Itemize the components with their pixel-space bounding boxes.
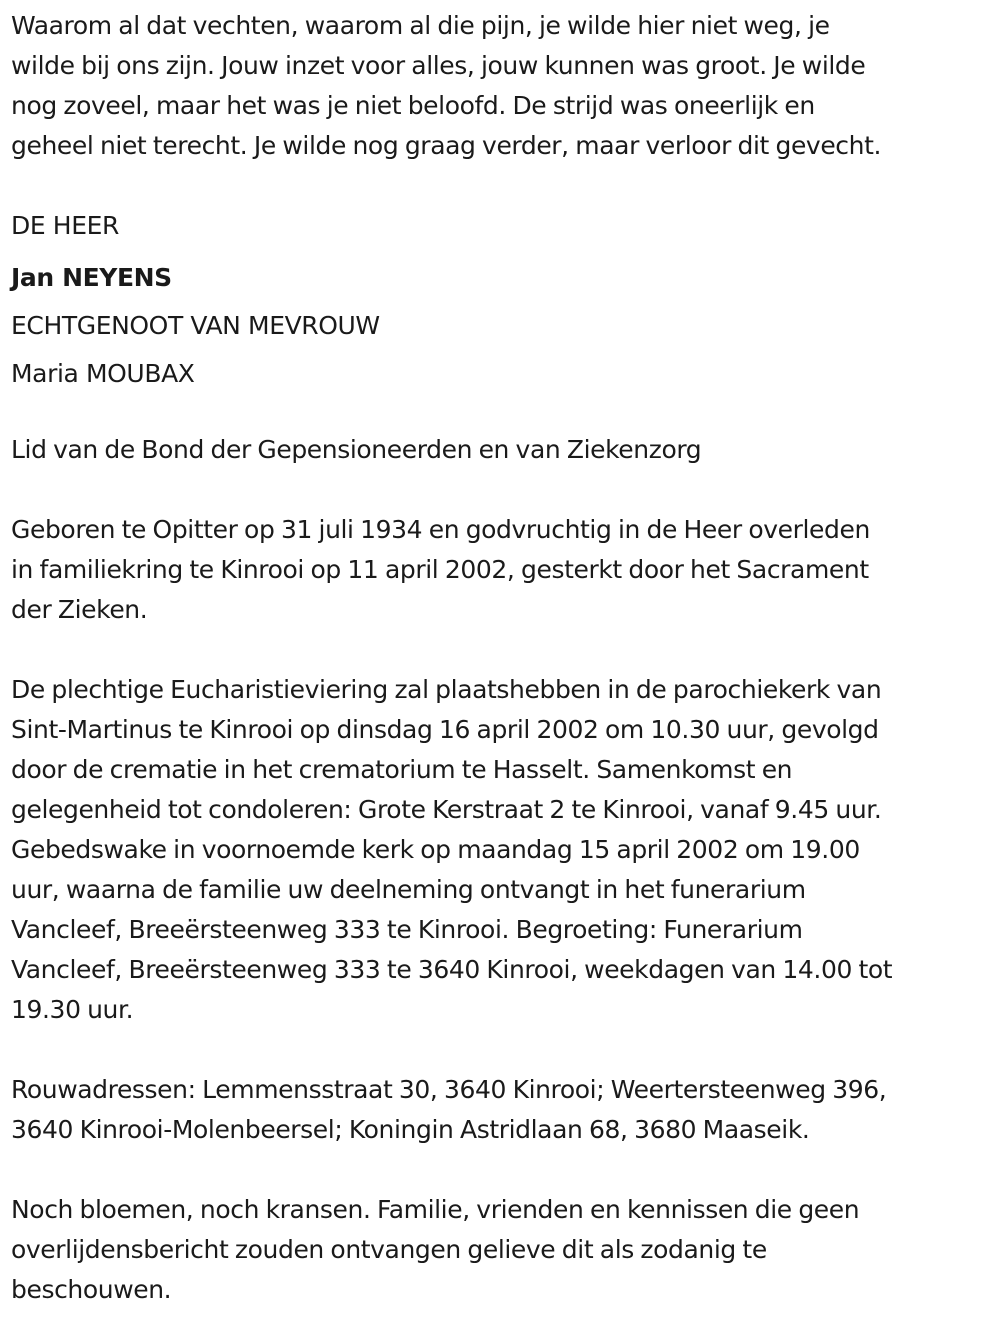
spacer [11, 1150, 991, 1190]
deceased-block [11, 206, 991, 398]
spacer [11, 470, 991, 510]
deceased-title: DE HEER [11, 211, 119, 240]
deceased-relation: ECHTGENOOT VAN MEVROUW [11, 311, 380, 340]
intro-poem: Waarom al dat vechten, waarom al die pijn, je wilde hier niet weg, je wilde bij ons zijn. Jouw inzet voor alles, jouw kunnen was groot. Je wilde nog zoveel, maar het was je niet beloofd. De strijd was oneerlijk en geheel niet terecht. Je wilde nog graag verder, maar verloor dit gevecht. [11, 11, 882, 160]
spacer [11, 398, 991, 430]
deceased-name: Jan NEYENS [11, 263, 172, 292]
closing-note: Noch bloemen, noch kransen. Familie, vrienden en kennissen die geen overlijdensbericht zouden ontvangen gelieve dit als zodanig te beschouwen. [11, 1195, 860, 1304]
spacer [11, 166, 991, 206]
spacer [11, 1030, 991, 1070]
spacer [11, 630, 991, 670]
ceremony-text: De plechtige Eucharistieviering zal plaatshebben in de parochiekerk van Sint-Martinus te Kinrooi op dinsdag 16 april 2002 om 10.30 uur, gevolgd door de crematie in het crematorium te Hasselt. Samenkomst en gelegenheid tot condoleren: Grote Kerstraat 2 te Kinrooi, vanaf 9.45 uur. Gebedswake in voornoemde kerk op maandag 15 april 2002 om 19.00 uur, waarna de familie uw deelneming ontvangt in het funerarium Vancleef, Breeërsteenweg 333 te Kinrooi. Begroeting: Funerarium Vancleef, Breeërsteenweg 333 te 3640 Kinrooi, weekdagen van 14.00 tot 19.30 uur. [11, 675, 893, 1024]
condolence-addresses: Rouwadressen: Lemmensstraat 30, 3640 Kinrooi; Weertersteenweg 396, 3640 Kinrooi-Molenbeersel; Koningin Astridlaan 68, 3680 Maaseik. [11, 1075, 887, 1144]
birth-death-text: Geboren te Opitter op 31 juli 1934 en godvruchtig in de Heer overleden in familiekring te Kinrooi op 11 april 2002, gesterkt door het Sacrament der Zieken. [11, 515, 870, 624]
obituary-notice [11, 6, 991, 1310]
spouse-name: Maria MOUBAX [11, 359, 195, 388]
membership-text: Lid van de Bond der Gepensioneerden en van Ziekenzorg [11, 435, 702, 464]
